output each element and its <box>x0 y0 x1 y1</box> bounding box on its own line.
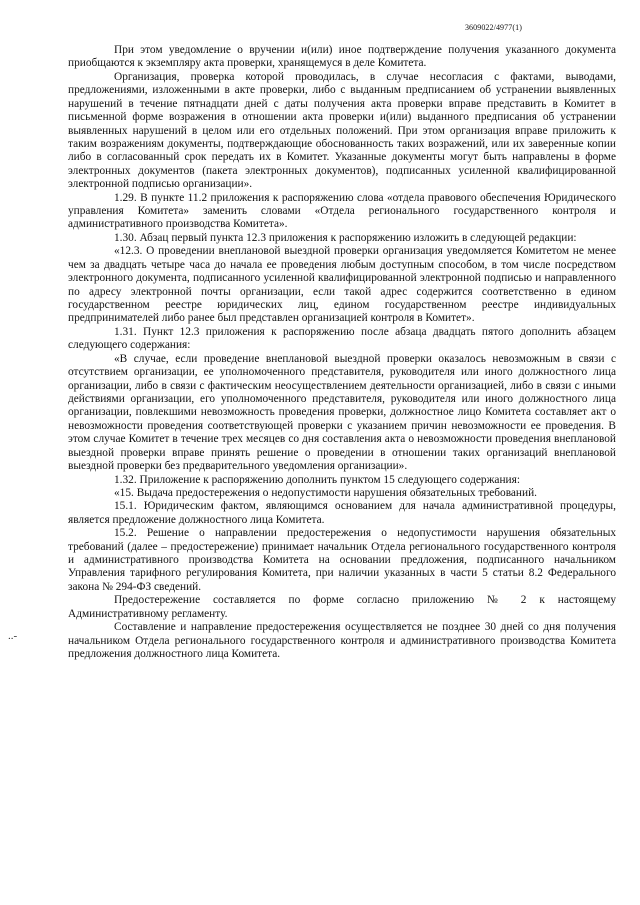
paragraph-15-1: 15.1. Юридическим фактом, являющимся основанием для начала административной процедуры, является предложение должностного лица Комитета. <box>68 500 616 526</box>
paragraph-1-32: 1.32. Приложение к распоряжению дополнить пунктом 15 следующего содержания: <box>114 473 520 486</box>
document-number: 3609022/4977(1) <box>464 23 522 32</box>
paragraph-1-31: 1.31. Пункт 12.3 приложения к распоряжению после абзаца двадцать пятого дополнить абзацем следующего содержания: <box>68 325 616 352</box>
paragraph-15-2: 15.2. Решение о направлении предостережения о недопустимости нарушения обязательных требований (далее – предостережение) принимает начальник Отдела регионального государственного контроля и административного производства Комитета на основании предложения, подписанного начальником Управления тарифного регулирования Комитета, при наличии указанных в части 5 статьи 8.2 Федерального закона № 294-ФЗ сведений. <box>68 527 616 593</box>
margin-mark: ..- <box>8 630 18 642</box>
paragraph-1-30: 1.30. Абзац первый пункта 12.3 приложения к распоряжению изложить в следующей редакции: <box>114 231 577 244</box>
paragraph-impossibility: «В случае, если проведение внеплановой выездной проверки оказалось невозможным в связи с отсутствием организации, ее уполномоченного представителя, руководителя или иного должностного лица организации, либо в связи с фактическим неосуществлением деятельности организацией, либо в связи с иными действиями организации, его уполномоченного представителя, руководителя или иного должностного лица организации, повлекшими невозможность проведения проверки, должностное лицо Комитета составляет акт о невозможности проведения соответствующей проверки с указанием причин невозможности ее проведения. В этом случае Комитет в течение трех месяцев со дня составления акта о невозможности проведения внеплановой выездной проверки вправе принять решение о проведении в отношении таких организаций внеплановой выездной проверки без предварительного уведомления организации». <box>68 352 616 473</box>
paragraph-1-29: 1.29. В пункте 11.2 приложения к распоряжению слова «отдела правового обеспечения Юридического управления Комитета» заменить словами «Отдела регионального государственного контроля и административного производства Комитета». <box>68 191 616 231</box>
document-body <box>68 44 616 661</box>
paragraph-15: «15. Выдача предостережения о недопустимости нарушения обязательных требований. <box>114 486 537 499</box>
paragraph-delivery-notice: При этом уведомление о вручении и(или) иное подтверждение получения указанного документа приобщаются к экземпляру акта проверки, хранящемуся в деле Комитета. <box>68 44 616 70</box>
paragraph-12-3-text: «12.3. О проведении внеплановой выездной проверки организация уведомляется Комитетом не менее чем за двадцать четыре часа до начала ее проведения любым доступным способом, в том числе посредством электронного документа, подписанного усиленной квалифицированной электронной подписью и направленного по адресу электронной почты организации, если такой адрес содержится соответственно в едином государственном реестре юридических лиц, едином государственном реестре индивидуальных предпринимателей либо ранее был представлен организацией контроля в Комитет». <box>68 245 616 325</box>
paragraph-warning-deadline: Составление и направление предостережения осуществляется не позднее 30 дней со дня получения начальником Отдела регионального государственного контроля и административного производства Комитета предложения должностного лица Комитета. <box>68 621 616 660</box>
paragraph-objections: Организация, проверка которой проводилась, в случае несогласия с фактами, выводами, предложениями, изложенными в акте проверки, либо с выданным предписанием об устранении выявленных нарушений в течение пятнадцати дней с даты получения акта проверки вправе представить в Комитет в письменной форме возражения в отношении акта проверки и(или) выданного предписания об устранении выявленных нарушений в целом или его отдельных положений. При этом организация вправе приложить к таким возражениям документы, подтверждающие обоснованность таких возражений, или их заверенные копии либо в согласованный срок передать их в Комитет. Указанные документы могут быть направлены в форме электронных документов (пакета электронных документов), подписанных усиленной квалифицированной электронной подписью организации». <box>68 70 616 191</box>
paragraph-warning-form: Предостережение составляется по форме согласно приложению № 2 к настоящему Административному регламенту. <box>68 594 616 620</box>
